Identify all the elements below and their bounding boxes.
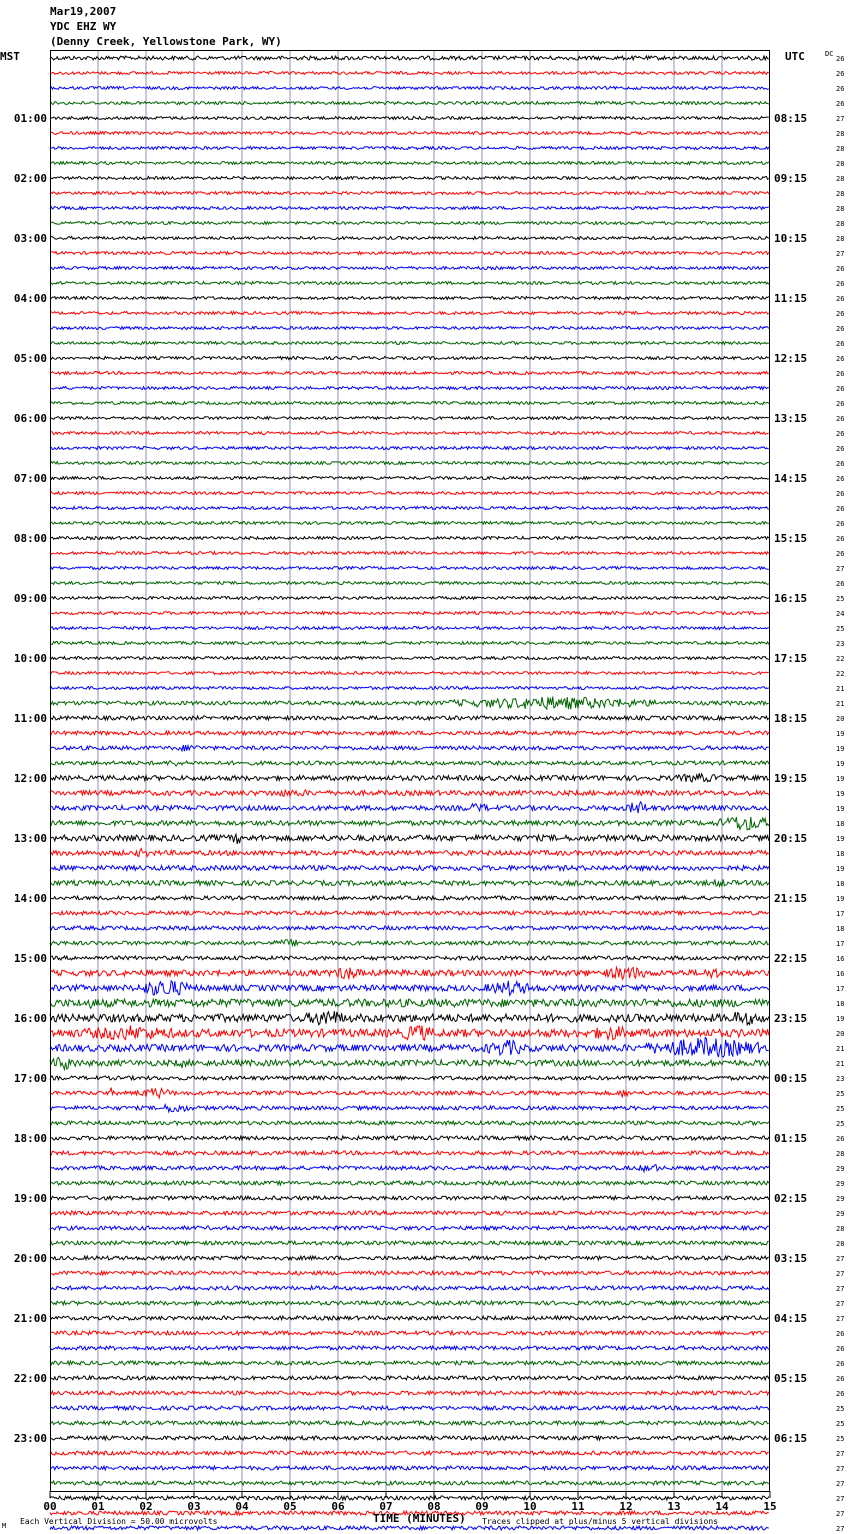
seismic-trace — [50, 1226, 769, 1230]
seismic-trace — [50, 697, 769, 710]
dc-value-label: 28 — [836, 130, 845, 138]
seismic-trace — [50, 1331, 769, 1335]
dc-value-label: 29 — [836, 1210, 845, 1218]
seismic-trace — [50, 911, 769, 915]
dc-value-label: 27 — [836, 1450, 845, 1458]
dc-value-label: 19 — [836, 1015, 845, 1023]
dc-value-label: 26 — [836, 325, 845, 333]
left-hour-label: 23:00 — [13, 1432, 47, 1445]
right-hour-label: 05:15 — [774, 1372, 808, 1385]
seismic-trace — [50, 1361, 769, 1365]
seismic-trace — [50, 237, 769, 240]
dc-value-label: 25 — [836, 1120, 845, 1128]
seismic-trace — [50, 1196, 769, 1200]
dc-value-label: 26 — [836, 415, 845, 423]
seismic-trace — [50, 357, 769, 360]
dc-value-label: 19 — [836, 730, 845, 738]
right-hour-label: 01:15 — [774, 1132, 808, 1145]
x-tick-label: 10 — [523, 1500, 537, 1513]
clip-note: Traces clipped at plus/minus 5 vertical divisions — [482, 1517, 719, 1526]
seismic-trace — [50, 940, 769, 947]
dc-value-label: 27 — [836, 1465, 845, 1473]
dc-value-label: 27 — [836, 565, 845, 573]
trace-lines — [50, 56, 769, 1534]
seismic-trace — [50, 1076, 769, 1080]
seismic-trace — [50, 790, 769, 796]
dc-value-label: 26 — [836, 1330, 845, 1338]
x-tick-label: 13 — [667, 1500, 681, 1513]
dc-value-label: 25 — [836, 1090, 845, 1098]
seismic-trace — [50, 207, 769, 210]
dc-value-label: 16 — [836, 955, 845, 963]
left-hour-label: 18:00 — [13, 1132, 47, 1145]
seismic-trace — [50, 731, 769, 735]
dc-value-label: 27 — [836, 1495, 845, 1503]
dc-value-label: 26 — [836, 70, 845, 78]
left-axis-title: MST — [0, 50, 20, 63]
dc-value-label: 29 — [836, 1195, 845, 1203]
dc-value-label: 28 — [836, 235, 845, 243]
seismic-trace — [50, 627, 769, 630]
dc-value-label: 19 — [836, 760, 845, 768]
dc-value-label: 19 — [836, 745, 845, 753]
left-hour-label: 21:00 — [13, 1312, 47, 1325]
dc-value-label: 27 — [836, 1285, 845, 1293]
seismic-trace — [50, 267, 769, 270]
dc-value-label: 24 — [836, 610, 845, 618]
dc-value-label: 18 — [836, 820, 845, 828]
right-hour-label: 21:15 — [774, 892, 808, 905]
seismic-trace — [50, 522, 769, 525]
seismic-trace — [50, 1105, 769, 1112]
dc-value-label: 27 — [836, 1480, 845, 1488]
left-hour-label: 04:00 — [13, 292, 47, 305]
right-hour-label: 20:15 — [774, 832, 808, 845]
dc-value-label: 23 — [836, 1075, 845, 1083]
plot-frame — [51, 51, 770, 1492]
dc-value-label: 26 — [836, 505, 845, 513]
dc-value-label: 27 — [836, 1270, 845, 1278]
left-hour-label: 15:00 — [13, 952, 47, 965]
seismic-trace — [50, 567, 769, 570]
dc-value-label: 26 — [836, 1360, 845, 1368]
dc-value-label: 19 — [836, 805, 845, 813]
seismic-trace — [50, 492, 769, 495]
dc-value-label: 21 — [836, 1045, 845, 1053]
seismic-trace — [50, 507, 769, 510]
dc-value-label: 25 — [836, 1420, 845, 1428]
dc-value-label: 29 — [836, 1180, 845, 1188]
seismic-trace — [50, 552, 769, 555]
seismic-trace — [50, 1421, 769, 1425]
dc-value-label: 28 — [836, 1240, 845, 1248]
dc-value-label: 19 — [836, 775, 845, 783]
right-hour-label: 00:15 — [774, 1072, 808, 1085]
dc-value-label: 21 — [836, 1060, 845, 1068]
seismic-trace — [50, 1088, 769, 1098]
seismic-trace — [50, 1121, 769, 1125]
seismic-trace — [50, 252, 769, 255]
dc-value-label: 26 — [836, 310, 845, 318]
dc-value-label: 22 — [836, 670, 845, 678]
dc-value-label: 28 — [836, 160, 845, 168]
dc-value-label: 18 — [836, 850, 845, 858]
seismic-trace — [50, 117, 769, 120]
seismic-trace — [50, 1376, 769, 1380]
seismic-trace — [50, 582, 769, 585]
right-hour-label: 23:15 — [774, 1012, 808, 1025]
right-hour-label: 19:15 — [774, 772, 808, 785]
dc-value-label: 26 — [836, 430, 845, 438]
dc-value-label: 26 — [836, 85, 845, 93]
seismic-trace — [50, 1181, 769, 1185]
dc-value-label: 27 — [836, 250, 845, 258]
right-hour-label: 03:15 — [774, 1252, 808, 1265]
seismic-trace — [50, 297, 769, 300]
dc-value-label: 26 — [836, 580, 845, 588]
right-axis-title: UTC — [785, 50, 805, 63]
scale-note: Each Vertical Division = 50.00 microvolts — [20, 1517, 218, 1526]
dc-value-label: 16 — [836, 970, 845, 978]
seismic-trace — [50, 773, 769, 782]
dc-value-label: 26 — [836, 100, 845, 108]
seismic-trace — [50, 834, 769, 844]
seismic-trace — [50, 849, 769, 857]
seismic-trace — [50, 999, 769, 1008]
seismic-trace — [50, 72, 769, 75]
dc-value-label: 25 — [836, 595, 845, 603]
seismic-trace — [50, 192, 769, 195]
left-hour-label: 17:00 — [13, 1072, 47, 1085]
dc-value-label: 26 — [836, 370, 845, 378]
seismic-trace — [50, 1526, 769, 1530]
dc-value-label: 26 — [836, 1135, 845, 1143]
x-tick-label: 12 — [619, 1500, 633, 1513]
dc-value-label: 25 — [836, 1405, 845, 1413]
x-tick-label: 04 — [235, 1500, 249, 1513]
dc-value-label: 29 — [836, 1165, 845, 1173]
dc-value-label: 28 — [836, 1150, 845, 1158]
seismic-trace — [50, 1451, 769, 1455]
x-tick-label: 11 — [571, 1500, 585, 1513]
seismic-trace — [50, 642, 769, 645]
seismic-trace — [50, 1241, 769, 1245]
dc-value-label: 17 — [836, 940, 845, 948]
dc-value-label: 26 — [836, 1345, 845, 1353]
seismic-trace — [50, 177, 769, 180]
dc-value-label: 22 — [836, 655, 845, 663]
dc-value-label: 26 — [836, 535, 845, 543]
seismic-trace — [50, 1346, 769, 1350]
right-hour-label: 15:15 — [774, 532, 808, 545]
dc-value-label: 28 — [836, 175, 845, 183]
right-hour-label: 12:15 — [774, 352, 808, 365]
dc-value-label: 26 — [836, 520, 845, 528]
dc-value-label: 26 — [836, 1390, 845, 1398]
dc-value-label: 26 — [836, 490, 845, 498]
seismic-trace — [50, 1391, 769, 1395]
x-tick-label: 02 — [139, 1500, 153, 1513]
seismic-trace — [50, 1057, 769, 1069]
left-hour-label: 07:00 — [13, 472, 47, 485]
dc-value-label: 25 — [836, 625, 845, 633]
x-tick-label: 07 — [379, 1500, 393, 1513]
x-tick-label: 01 — [91, 1500, 105, 1513]
dc-value-label: 26 — [836, 295, 845, 303]
dc-value-label: 19 — [836, 835, 845, 843]
left-hour-label: 16:00 — [13, 1012, 47, 1025]
dc-value-label: 17 — [836, 910, 845, 918]
dc-value-label: 23 — [836, 640, 845, 648]
left-hour-label: 14:00 — [13, 892, 47, 905]
seismic-trace — [50, 432, 769, 435]
dc-value-label: 26 — [836, 445, 845, 453]
right-hour-label: 09:15 — [774, 172, 808, 185]
seismic-trace — [50, 672, 769, 675]
left-hour-label: 01:00 — [13, 112, 47, 125]
x-tick-label: 00 — [43, 1500, 57, 1513]
dc-value-label: 26 — [836, 550, 845, 558]
seismic-trace — [50, 417, 769, 420]
x-tick-label: 14 — [715, 1500, 729, 1513]
seismic-trace — [50, 866, 769, 871]
seismic-trace — [50, 926, 769, 930]
seismic-trace — [50, 1496, 769, 1500]
right-hour-label: 11:15 — [774, 292, 808, 305]
seismic-trace — [50, 1011, 769, 1025]
seismic-trace — [50, 1136, 769, 1140]
x-tick-label: 09 — [475, 1500, 489, 1513]
seismic-trace — [50, 447, 769, 450]
seismic-trace — [50, 477, 769, 480]
seismic-trace — [50, 312, 769, 315]
dc-value-label: 21 — [836, 700, 845, 708]
dc-value-label: 26 — [836, 385, 845, 393]
seismic-trace — [50, 657, 769, 660]
right-hour-label: 10:15 — [774, 232, 808, 245]
seismic-trace — [50, 342, 769, 345]
seismic-trace — [50, 1211, 769, 1215]
right-hour-label: 17:15 — [774, 652, 808, 665]
seismic-trace — [50, 1165, 769, 1172]
dc-value-label: 19 — [836, 865, 845, 873]
left-hour-label: 10:00 — [13, 652, 47, 665]
dc-value-label: 25 — [836, 1105, 845, 1113]
dc-value-label: 26 — [836, 460, 845, 468]
seismic-trace — [50, 761, 769, 766]
right-hour-label: 22:15 — [774, 952, 808, 965]
x-tick-label: 08 — [427, 1500, 441, 1513]
left-hour-label: 08:00 — [13, 532, 47, 545]
dc-value-label: 26 — [836, 265, 845, 273]
left-hour-label: 11:00 — [13, 712, 47, 725]
seismic-trace — [50, 87, 769, 90]
right-hour-label: 18:15 — [774, 712, 808, 725]
seismic-trace — [50, 1256, 769, 1260]
x-tick-label: 15 — [763, 1500, 777, 1513]
seismic-trace — [50, 967, 769, 979]
seismic-trace — [50, 612, 769, 615]
seismic-trace — [50, 1271, 769, 1275]
seismic-trace — [50, 537, 769, 540]
right-hour-label: 06:15 — [774, 1432, 808, 1445]
seismic-trace — [50, 745, 769, 751]
corner-mark: M — [2, 1522, 7, 1530]
chart-station: YDC EHZ WY — [50, 20, 117, 33]
seismic-trace — [50, 372, 769, 375]
left-hour-label: 09:00 — [13, 592, 47, 605]
seismic-trace — [50, 162, 769, 165]
seismic-trace — [50, 102, 769, 105]
seismic-trace — [50, 1316, 769, 1320]
dc-value-label: 28 — [836, 145, 845, 153]
seismic-trace — [50, 56, 769, 60]
dc-value-label: 19 — [836, 790, 845, 798]
dc-value-label: 20 — [836, 1030, 845, 1038]
dc-value-label: 21 — [836, 685, 845, 693]
left-hour-label: 06:00 — [13, 412, 47, 425]
dc-value-label: 27 — [836, 1525, 845, 1533]
dc-title: DC — [825, 50, 834, 58]
right-hour-label: 08:15 — [774, 112, 808, 125]
chart-date: Mar19,2007 — [50, 5, 117, 18]
left-hour-label: 20:00 — [13, 1252, 47, 1265]
left-hour-label: 02:00 — [13, 172, 47, 185]
dc-value-label: 28 — [836, 1225, 845, 1233]
seismic-trace — [50, 282, 769, 285]
seismic-trace — [50, 1436, 769, 1440]
seismic-trace — [50, 222, 769, 225]
dc-value-label: 26 — [836, 1375, 845, 1383]
seismic-trace — [50, 147, 769, 150]
dc-value-label: 26 — [836, 355, 845, 363]
seismic-trace — [50, 327, 769, 330]
dc-value-label: 26 — [836, 340, 845, 348]
dc-value-label: 27 — [836, 1300, 845, 1308]
dc-value-label: 25 — [836, 1435, 845, 1443]
dc-value-label: 28 — [836, 190, 845, 198]
left-hour-label: 03:00 — [13, 232, 47, 245]
dc-value-label: 18 — [836, 1000, 845, 1008]
right-hour-label: 02:15 — [774, 1192, 808, 1205]
seismic-trace — [50, 981, 769, 996]
seismic-trace — [50, 1481, 769, 1485]
right-hour-label: 13:15 — [774, 412, 808, 425]
dc-value-label: 20 — [836, 715, 845, 723]
seismic-trace — [50, 1466, 769, 1470]
left-hour-label: 05:00 — [13, 352, 47, 365]
seismic-trace — [50, 817, 769, 830]
dc-value-label: 28 — [836, 205, 845, 213]
dc-value-label: 17 — [836, 985, 845, 993]
dc-value-label: 27 — [836, 115, 845, 123]
dc-value-label: 28 — [836, 220, 845, 228]
seismic-trace — [50, 387, 769, 390]
seismic-trace — [50, 1301, 769, 1305]
right-hour-label: 16:15 — [774, 592, 808, 605]
left-hour-label: 12:00 — [13, 772, 47, 785]
left-hour-label: 19:00 — [13, 1192, 47, 1205]
seismic-trace — [50, 716, 769, 720]
x-tick-label: 05 — [283, 1500, 297, 1513]
seismic-trace — [50, 956, 769, 960]
seismic-trace — [50, 402, 769, 405]
dc-value-label: 27 — [836, 1315, 845, 1323]
dc-value-label: 26 — [836, 475, 845, 483]
seismic-trace — [50, 802, 769, 813]
seismic-trace — [50, 1286, 769, 1290]
x-tick-label: 06 — [331, 1500, 345, 1513]
seismic-trace — [50, 896, 769, 900]
right-hour-label: 14:15 — [774, 472, 808, 485]
x-tick-label: 03 — [187, 1500, 201, 1513]
dc-value-label: 18 — [836, 880, 845, 888]
dc-value-label: 27 — [836, 1510, 845, 1518]
axis-labels — [14, 55, 845, 1534]
seismic-trace — [50, 1025, 769, 1040]
dc-value-label: 26 — [836, 55, 845, 63]
seismic-trace — [50, 1038, 769, 1058]
seismic-trace — [50, 597, 769, 600]
seismic-trace — [50, 1406, 769, 1410]
x-axis-label: TIME (MINUTES) — [373, 1512, 466, 1525]
left-hour-label: 22:00 — [13, 1372, 47, 1385]
dc-value-label: 26 — [836, 400, 845, 408]
dc-value-label: 19 — [836, 895, 845, 903]
dc-value-label: 27 — [836, 1255, 845, 1263]
seismic-trace — [50, 879, 769, 886]
seismic-trace — [50, 132, 769, 135]
right-hour-label: 04:15 — [774, 1312, 808, 1325]
seismic-trace — [50, 462, 769, 465]
dc-value-label: 18 — [836, 925, 845, 933]
left-hour-label: 13:00 — [13, 832, 47, 845]
chart-location: (Denny Creek, Yellowstone Park, WY) — [50, 35, 282, 48]
seismic-trace — [50, 687, 769, 690]
seismic-trace — [50, 1151, 769, 1155]
dc-value-label: 26 — [836, 280, 845, 288]
